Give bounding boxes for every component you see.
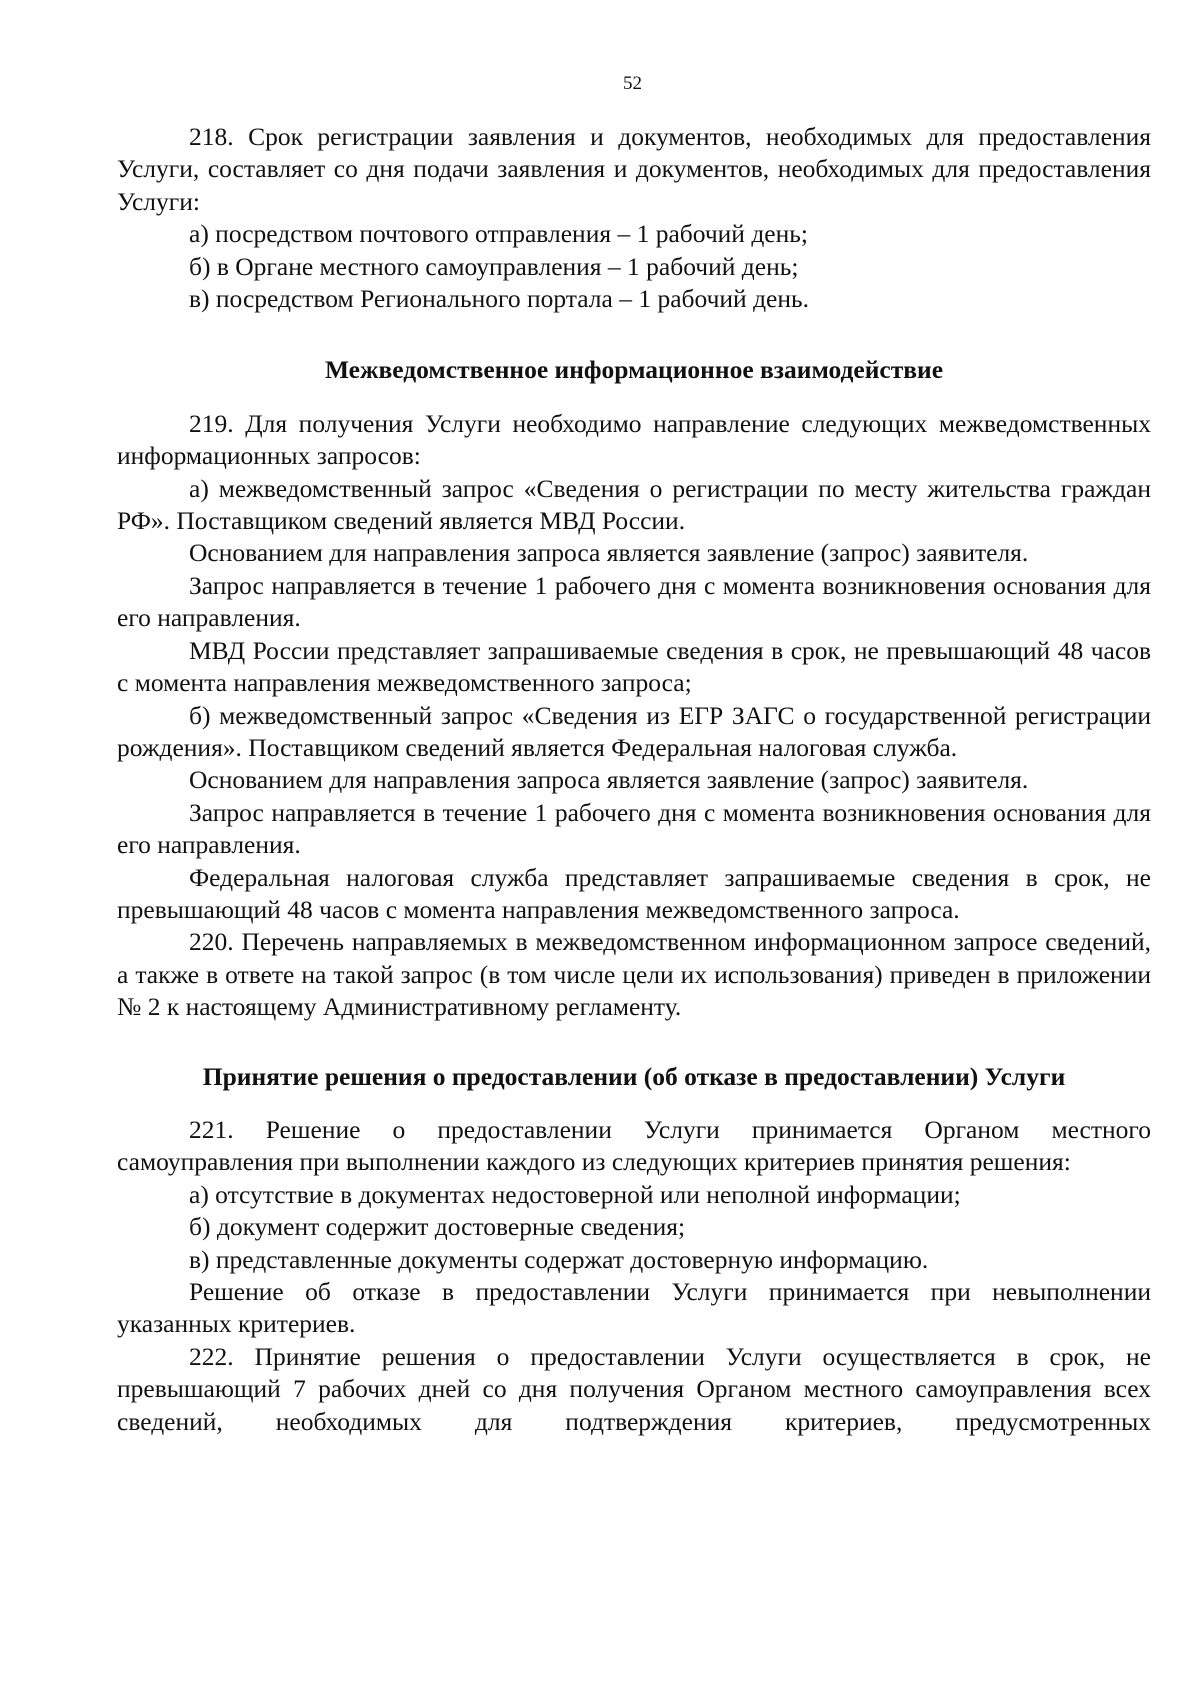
paragraph-219-a-response: МВД России представляет запрашиваемые сведения в срок, не превышающий 48 часов с момента направления межведомственного запроса; bbox=[117, 635, 1151, 698]
list-item-221-a: а) отсутствие в документах недостоверной или неполной информации; bbox=[189, 1179, 961, 1209]
paragraph-218: 218. Срок регистрации заявления и документов, необходимых для предоставления Услуги, составляет со дня подачи заявления и документов, необходимых для предоставления Услуги: bbox=[117, 122, 1151, 216]
section-heading-decision: Принятие решения о предоставлении (об отказе в предоставлении) Услуги bbox=[202, 1061, 1066, 1091]
section-heading-interagency: Межведомственное информационное взаимодействие bbox=[324, 355, 944, 385]
list-item-219-b: б) межведомственный запрос «Сведения из ЕГР ЗАГС о государственной регистрации рождения». Поставщиком сведений является Федеральная налоговая служба. bbox=[117, 700, 1151, 762]
paragraph-219-a-deadline: Запрос направляется в течение 1 рабочего дня с момента возникновения основания для его направления. bbox=[117, 570, 1151, 633]
paragraph-219: 219. Для получения Услуги необходимо направление следующих межведомственных информационных запросов: bbox=[117, 408, 1151, 471]
paragraph-220: 220. Перечень направляемых в межведомственном информационном запросе сведений, а также в ответе на такой запрос (в том числе цели их использования) приведен в приложении № 2 к настоящему Административному регламенту. bbox=[117, 927, 1151, 1022]
paragraph-219-a-basis: Основанием для направления запроса является заявление (запрос) заявителя. bbox=[189, 538, 1029, 568]
page-number: 52 bbox=[623, 73, 642, 94]
paragraph-219-b-deadline: Запрос направляется в течение 1 рабочего дня с момента возникновения основания для его направления. bbox=[117, 797, 1151, 860]
list-item-218-c: в) посредством Регионального портала – 1 рабочий день. bbox=[189, 284, 810, 314]
list-item-221-c: в) представленные документы содержат достоверную информацию. bbox=[189, 1244, 929, 1274]
paragraph-222: 222. Принятие решения о предоставлении Услуги осуществляется в срок, не превышающий 7 рабочих дней со дня получения Органом местного самоуправления всех сведений, необходимых для подтверждения критериев, предусмотренных bbox=[117, 1341, 1151, 1436]
list-item-218-a: а) посредством почтового отправления – 1 рабочий день; bbox=[189, 219, 808, 249]
list-item-218-b: б) в Органе местного самоуправления – 1 рабочий день; bbox=[189, 251, 799, 281]
paragraph-219-b-response: Федеральная налоговая служба представляет запрашиваемые сведения в срок, не превышающий 48 часов с момента направления межведомственного запроса. bbox=[117, 862, 1151, 924]
paragraph-221-refusal: Решение об отказе в предоставлении Услуги принимается при невыполнении указанных критериев. bbox=[117, 1277, 1151, 1339]
list-item-221-b: б) документ содержит достоверные сведения; bbox=[189, 1212, 686, 1242]
document-body bbox=[117, 121, 1151, 1438]
paragraph-219-b-basis: Основанием для направления запроса является заявление (запрос) заявителя. bbox=[189, 765, 1029, 795]
list-item-219-a: а) межведомственный запрос «Сведения о регистрации по месту жительства граждан РФ». Поставщиком сведений является МВД России. bbox=[117, 473, 1151, 536]
paragraph-221: 221. Решение о предоставлении Услуги принимается Органом местного самоуправления при выполнении каждого из следующих критериев принятия решения: bbox=[117, 1114, 1151, 1177]
